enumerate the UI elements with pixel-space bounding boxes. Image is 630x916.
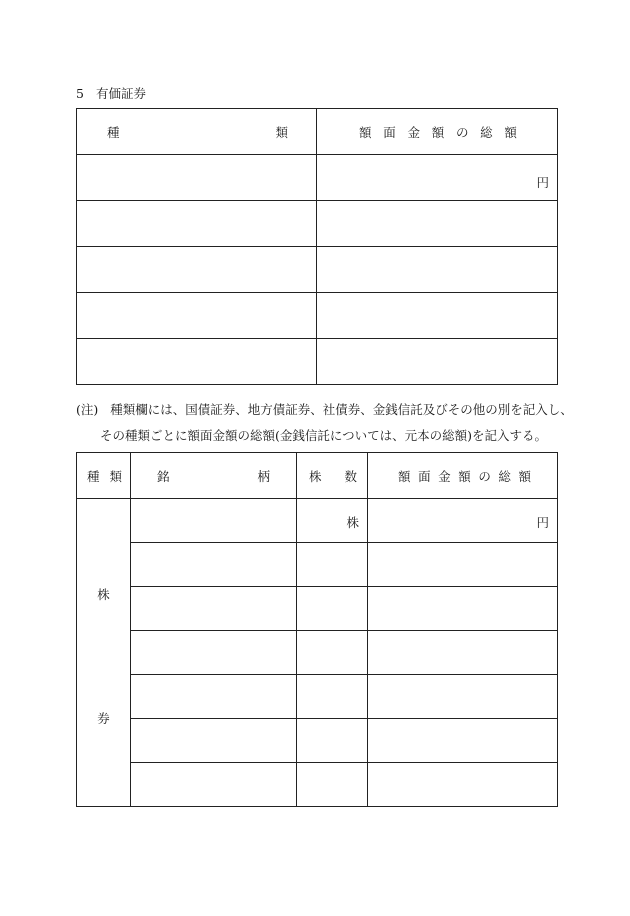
brand-cell[interactable] xyxy=(131,543,297,587)
count-cell[interactable] xyxy=(297,499,368,543)
table-row xyxy=(77,763,558,807)
table-row xyxy=(77,543,558,587)
brand-cell[interactable] xyxy=(131,719,297,763)
section-number: 5 xyxy=(76,86,84,101)
table-header-row xyxy=(77,109,558,155)
table-row xyxy=(77,339,558,385)
category-char-top: 株 xyxy=(97,587,110,602)
table-row xyxy=(77,201,558,247)
total-cell[interactable] xyxy=(317,155,558,201)
header-share-count: 株 数 xyxy=(297,453,368,499)
note-label: (注) xyxy=(76,402,99,417)
total-cell[interactable] xyxy=(368,587,558,631)
total-cell[interactable] xyxy=(368,499,558,543)
note-line-2: その種類ごとに額面金額の総額(金銭信託については、元本の総額)を記入する。 xyxy=(100,428,548,443)
table-row xyxy=(77,155,558,201)
table-row xyxy=(77,247,558,293)
total-cell[interactable] xyxy=(368,631,558,675)
kind-cell[interactable] xyxy=(77,247,317,293)
unit-yen: 円 xyxy=(536,515,549,530)
count-cell[interactable] xyxy=(297,763,368,807)
table-row xyxy=(77,587,558,631)
category-stock-certificate xyxy=(77,499,131,807)
brand-cell[interactable] xyxy=(131,763,297,807)
count-cell[interactable] xyxy=(297,719,368,763)
count-cell[interactable] xyxy=(297,675,368,719)
total-cell[interactable] xyxy=(317,201,558,247)
kind-cell[interactable] xyxy=(77,339,317,385)
total-cell[interactable] xyxy=(368,719,558,763)
count-cell[interactable] xyxy=(297,631,368,675)
note-text-1: 種類欄には、国債証券、地方債証券、社債券、金銭信託及びその他の別を記入し、 xyxy=(110,402,573,417)
kind-cell[interactable] xyxy=(77,155,317,201)
table-row xyxy=(77,719,558,763)
brand-cell[interactable] xyxy=(131,675,297,719)
total-cell[interactable] xyxy=(368,543,558,587)
note-line-1 xyxy=(76,404,573,417)
unit-shares: 株 xyxy=(346,515,359,530)
total-cell[interactable] xyxy=(317,293,558,339)
kind-cell[interactable] xyxy=(77,293,317,339)
securities-summary-table xyxy=(76,108,558,385)
table-header-row xyxy=(77,453,558,499)
header-total-face-value: 額 面 金 額 の 総 額 xyxy=(368,453,558,499)
table-row xyxy=(77,675,558,719)
table-row xyxy=(77,499,558,543)
brand-cell[interactable] xyxy=(131,499,297,543)
stock-holdings-table xyxy=(76,452,558,807)
header-total-face-value: 額 面 金 額 の 総 額 xyxy=(317,109,558,155)
total-cell[interactable] xyxy=(317,339,558,385)
header-kind: 種 類 xyxy=(77,109,317,155)
table-row xyxy=(77,631,558,675)
category-char-bottom: 券 xyxy=(97,711,110,726)
total-cell[interactable] xyxy=(317,247,558,293)
header-kind: 種 類 xyxy=(77,453,131,499)
brand-cell[interactable] xyxy=(131,631,297,675)
section-title: 有価証券 xyxy=(95,86,146,101)
unit-yen: 円 xyxy=(536,175,549,190)
table-row xyxy=(77,293,558,339)
brand-cell[interactable] xyxy=(131,587,297,631)
count-cell[interactable] xyxy=(297,543,368,587)
header-brand: 銘 柄 xyxy=(131,453,297,499)
total-cell[interactable] xyxy=(368,675,558,719)
total-cell[interactable] xyxy=(368,763,558,807)
kind-cell[interactable] xyxy=(77,201,317,247)
section-heading xyxy=(76,84,146,102)
count-cell[interactable] xyxy=(297,587,368,631)
